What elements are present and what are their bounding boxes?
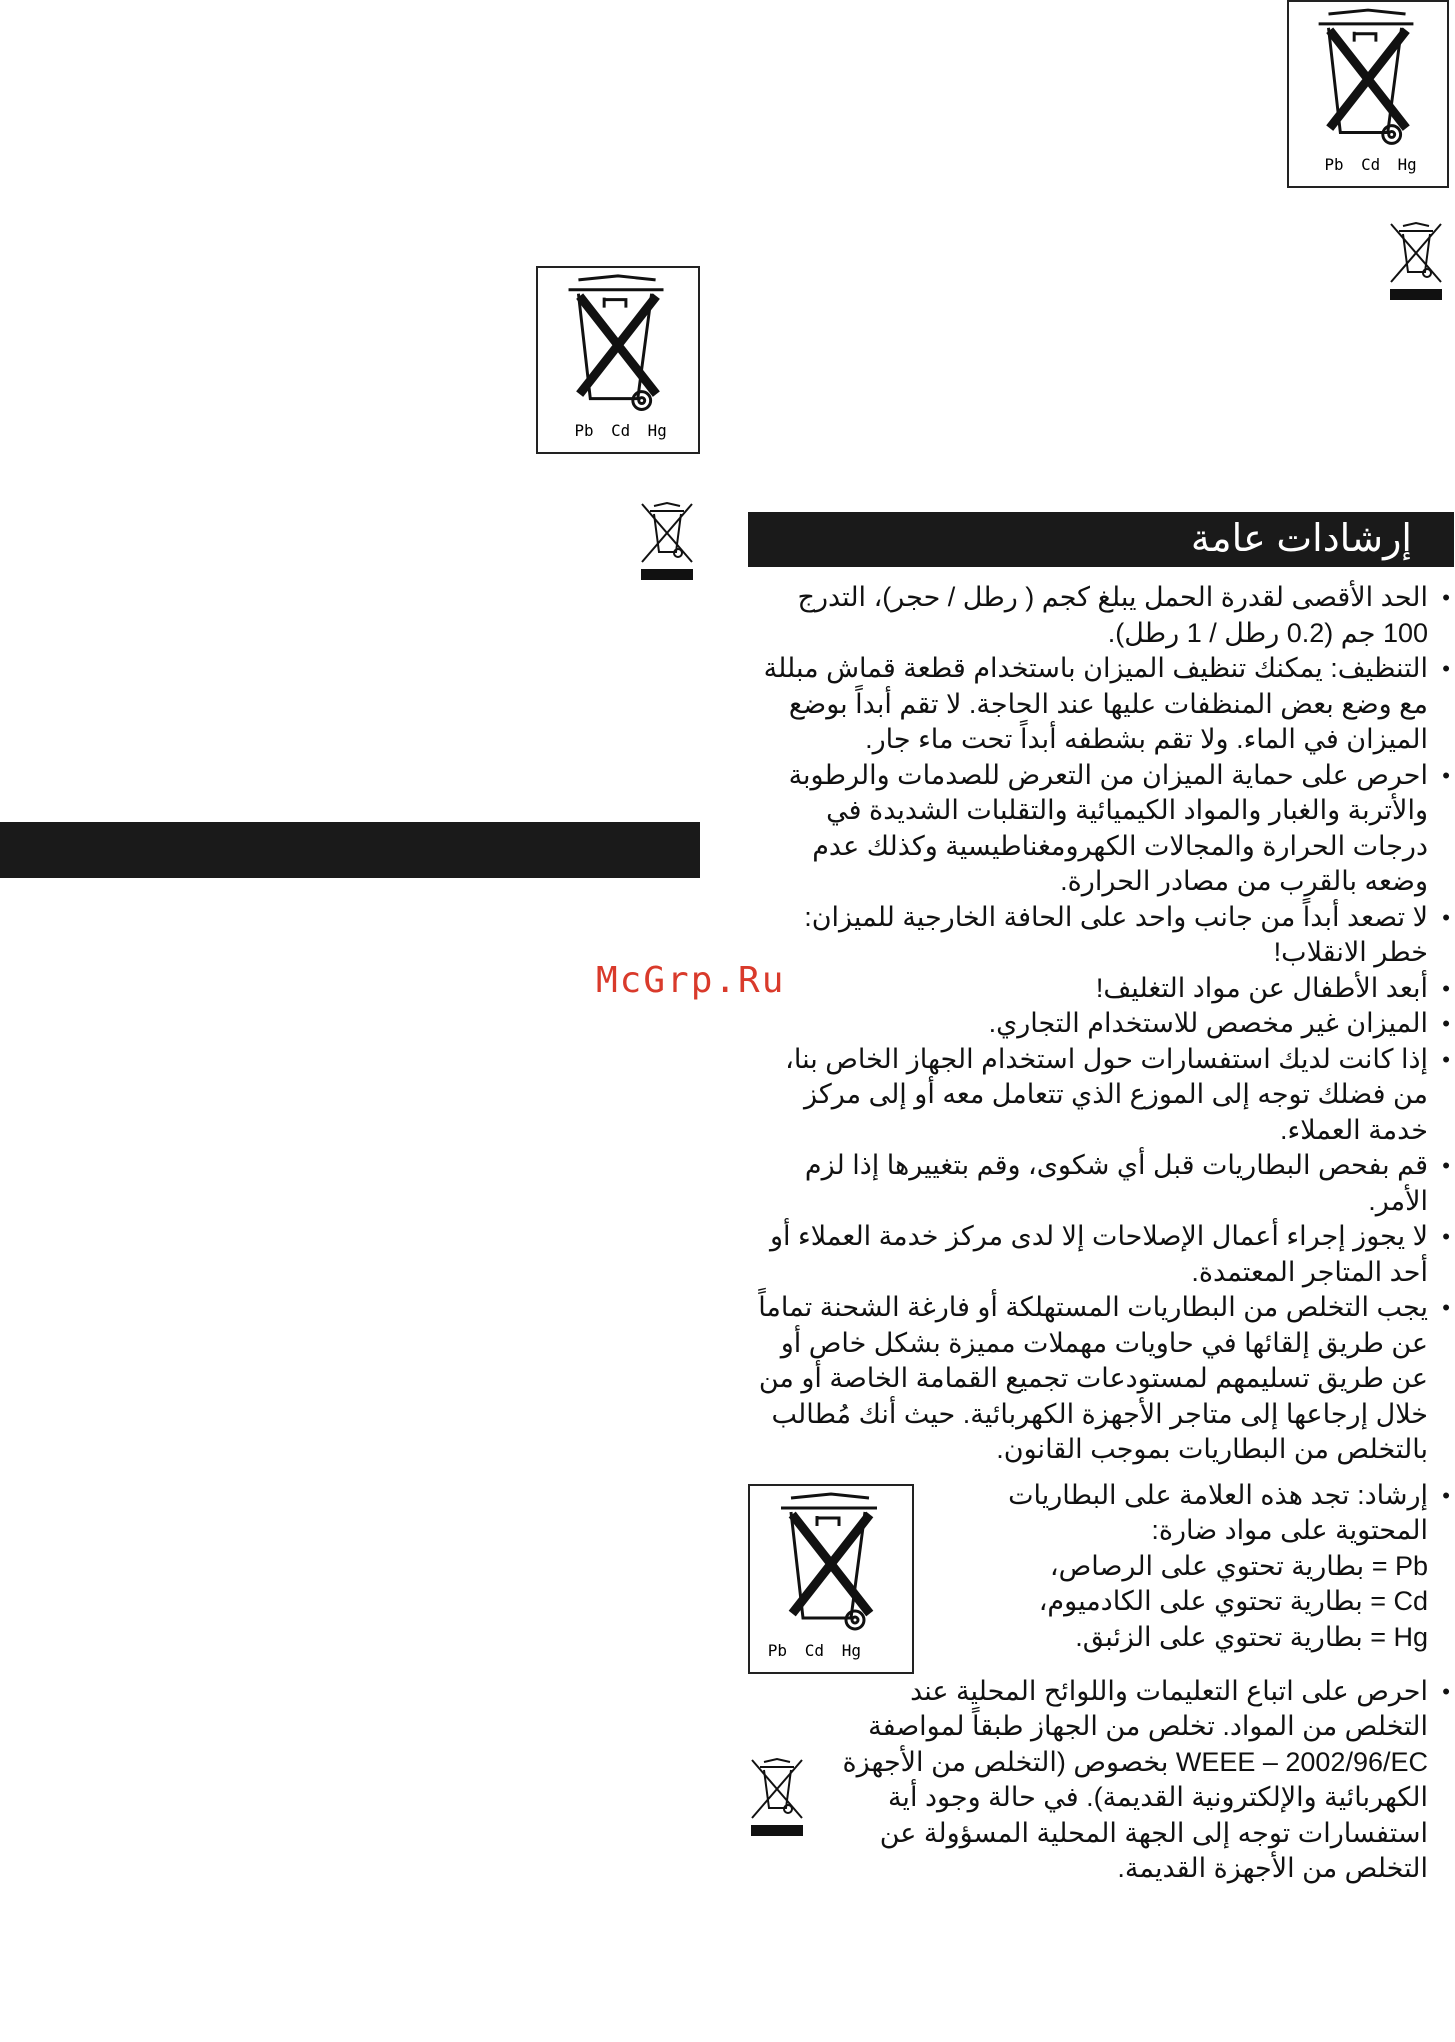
battery-hint-item: [748, 1478, 1428, 1674]
list-item: • احرص على حماية الميزان من التعرض للصدمات والرطوبة والأتربة والغبار والمواد الكيميائية والتقلبات الشديدة في درجات الحرارة والمجالات الكهرومغناطيسية وكذلك عدم وضعه بالقرب من مصادر الحرارة.: [748, 758, 1428, 900]
svg-text:Cd: Cd: [611, 421, 631, 441]
svg-text:Cd: Cd: [804, 1640, 824, 1660]
weee-icon-top-right: [1387, 218, 1445, 302]
crossed-out-wheeled-bin-icon: [538, 268, 698, 452]
svg-text:Hg: Hg: [1397, 155, 1417, 175]
weee-icon-middle: [638, 498, 696, 582]
battery-bin-symbol-inline: [748, 1484, 914, 1674]
disposal-note-text: • احرص على اتباع التعليمات واللوائح المحلية عند التخلص من المواد. تخلص من الجهاز طبقاً لمواصفة WEEE – 2002/96/EC بخصوص (التخلص من الأجهزة الكهربائية والإلكترونية القديمة). في حالة وجود أية استفسارات توجه إلى الجهة المحلية المسؤولة عن التخلص من الأجهزة القديمة.: [842, 1675, 1428, 1883]
list-item: • يجب التخلص من البطاريات المستهلكة أو فارغة الشحنة تماماً عن طريق إلقائها في حاويات مهملات مميزة بشكل خاص أو عن طريق تسليمهم لمستودعات تجميع القمامة الخاصة أو من خلال إرجاعها إلى متاجر الأجهزة الكهربائية. حيث أنك مُطالب بالتخلص من البطاريات بموجب القانون.: [748, 1290, 1428, 1468]
instructions-list: [748, 580, 1452, 1887]
battery-hint-hg: Hg = بطارية تحتوي على الزئبق.: [1075, 1621, 1428, 1652]
list-item: • الميزان غير مخصص للاستخدام التجاري.: [748, 1006, 1428, 1042]
list-item: • التنظيف: يمكنك تنظيف الميزان باستخدام قطعة قماش مبللة مع وضع بعض المنظفات عليها عند الحاجة. لا تقم أبداً بوضع الميزان في الماء. ولا تقم بشطفه أبداً تحت ماء جار.: [748, 651, 1428, 758]
section-heading-bar: [748, 512, 1454, 567]
battery-hint-cd: Cd = بطارية تحتوي على الكادميوم،: [1038, 1586, 1428, 1616]
svg-text:Hg: Hg: [647, 421, 667, 441]
list-item: • لا تصعد أبداً من جانب واحد على الحافة الخارجية للميزان: خطر الانقلاب!: [748, 900, 1428, 971]
battery-bin-symbol-top-right: [1287, 0, 1449, 188]
battery-bin-symbol-middle: [536, 266, 700, 454]
left-section-bar: [0, 822, 700, 878]
svg-text:Pb: Pb: [1324, 155, 1344, 175]
svg-text:Pb: Pb: [574, 421, 594, 441]
list-item: • إذا كانت لديك استفسارات حول استخدام الجهاز الخاص بنا، من فضلك توجه إلى الموزع الذي تتعامل معه أو إلى مركز خدمة العملاء.: [748, 1042, 1428, 1149]
disposal-note-item: [748, 1674, 1428, 1887]
weee-crossed-bin-icon: [638, 498, 696, 582]
list-item: • الحد الأقصى لقدرة الحمل يبلغ كجم ( رطل / حجر)، التدرج 100 جم (0.2 رطل / 1 رطل).: [748, 580, 1428, 651]
section-title: إرشادات عامة: [1190, 518, 1412, 560]
weee-icon-inline: [746, 1754, 806, 1848]
svg-text:Pb: Pb: [767, 1640, 787, 1660]
crossed-out-wheeled-bin-icon: [1289, 2, 1447, 186]
weee-crossed-bin-icon: [748, 1754, 806, 1838]
battery-hint-pb: Pb = بطارية تحتوي على الرصاص،: [1049, 1550, 1428, 1581]
svg-text:Cd: Cd: [1361, 155, 1381, 175]
weee-crossed-bin-icon: [1387, 218, 1445, 302]
watermark-text: McGrp.Ru: [596, 960, 786, 1001]
battery-hint-intro: • إرشاد: تجد هذه العلامة على البطاريات المحتوية على مواد ضارة:: [1008, 1479, 1428, 1545]
list-item: • لا يجوز إجراء أعمال الإصلاحات إلا لدى مركز خدمة العملاء أو أحد المتاجر المعتمدة.: [748, 1219, 1428, 1290]
svg-text:Hg: Hg: [841, 1640, 861, 1660]
list-item: • قم بفحص البطاريات قبل أي شكوى، وقم بتغييرها إذا لزم الأمر.: [748, 1148, 1428, 1219]
crossed-out-wheeled-bin-icon: [750, 1486, 912, 1672]
list-item: • أبعد الأطفال عن مواد التغليف!: [748, 971, 1428, 1007]
